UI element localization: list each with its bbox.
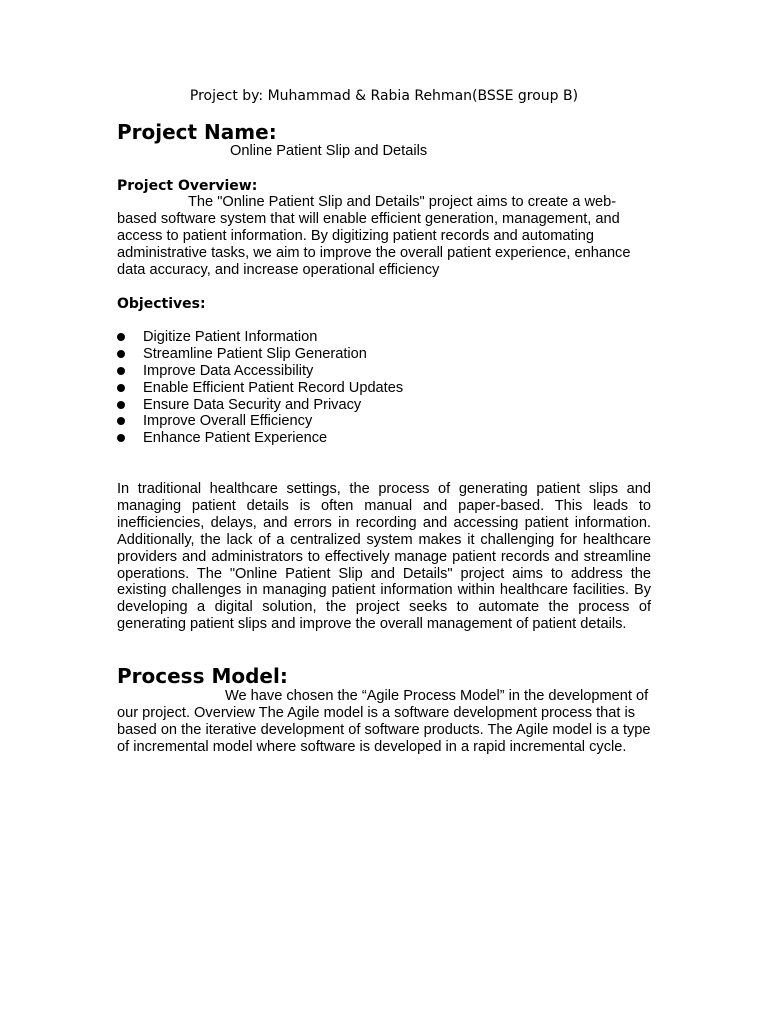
objective-label: Enable Efficient Patient Record Updates xyxy=(143,379,404,396)
process-model-text: We have chosen the “Agile Process Model” in the development of our project. Overview The Agile model is a software development process that is based on the iterative development of software products. The Agile model is a type of incremental model where software is developed in a rapid incremental cycle. xyxy=(117,688,651,755)
project-name-heading: Project Name: xyxy=(117,120,277,144)
project-overview-text: The "Online Patient Slip and Details" project aims to create a web-based software system that will enable efficient generation, management, and access to patient information. By digitizing patient records and automating administrative tasks, we aim to improve the overall patient experience, enhance data accuracy, and increase operational efficiency xyxy=(117,194,631,278)
process-model-paragraph xyxy=(117,688,651,756)
bullet-icon xyxy=(117,384,125,392)
objective-label: Streamline Patient Slip Generation xyxy=(143,345,367,362)
project-byline: Project by: Muhammad & Rabia Rehman(BSSE group B) xyxy=(189,88,579,104)
objectives-heading: Objectives: xyxy=(117,296,206,312)
objective-label: Digitize Patient Information xyxy=(143,329,318,345)
objective-label: Improve Data Accessibility xyxy=(143,362,314,379)
process-model-heading: Process Model: xyxy=(117,664,288,688)
objective-label: Ensure Data Security and Privacy xyxy=(143,396,362,413)
bullet-icon xyxy=(117,350,125,358)
problem-statement-paragraph: In traditional healthcare settings, the process of generating patient slips and managing patient details is often manual and paper-based. This leads to inefficiencies, delays, and errors in recording and accessing patient information. Additionally, the lack of a centralized system makes it challenging for healthcare providers and administrators to effectively manage patient records and streamline operations. The "Online Patient Slip and Details" project aims to address the existing challenges in managing patient information within healthcare facilities. By developing a digital solution, the project seeks to automate the process of generating patient slips and improve the overall management of patient details. xyxy=(117,481,651,633)
bullet-icon xyxy=(117,417,125,425)
bullet-icon xyxy=(117,434,125,442)
project-overview-heading: Project Overview: xyxy=(117,178,258,194)
bullet-icon xyxy=(117,367,125,375)
objective-label: Enhance Patient Experience xyxy=(143,430,328,447)
objective-label: Improve Overall Efficiency xyxy=(143,413,313,430)
project-overview-paragraph xyxy=(117,194,651,279)
project-name-value: Online Patient Slip and Details xyxy=(230,143,428,159)
bullet-icon xyxy=(117,401,125,409)
bullet-icon xyxy=(117,333,125,341)
